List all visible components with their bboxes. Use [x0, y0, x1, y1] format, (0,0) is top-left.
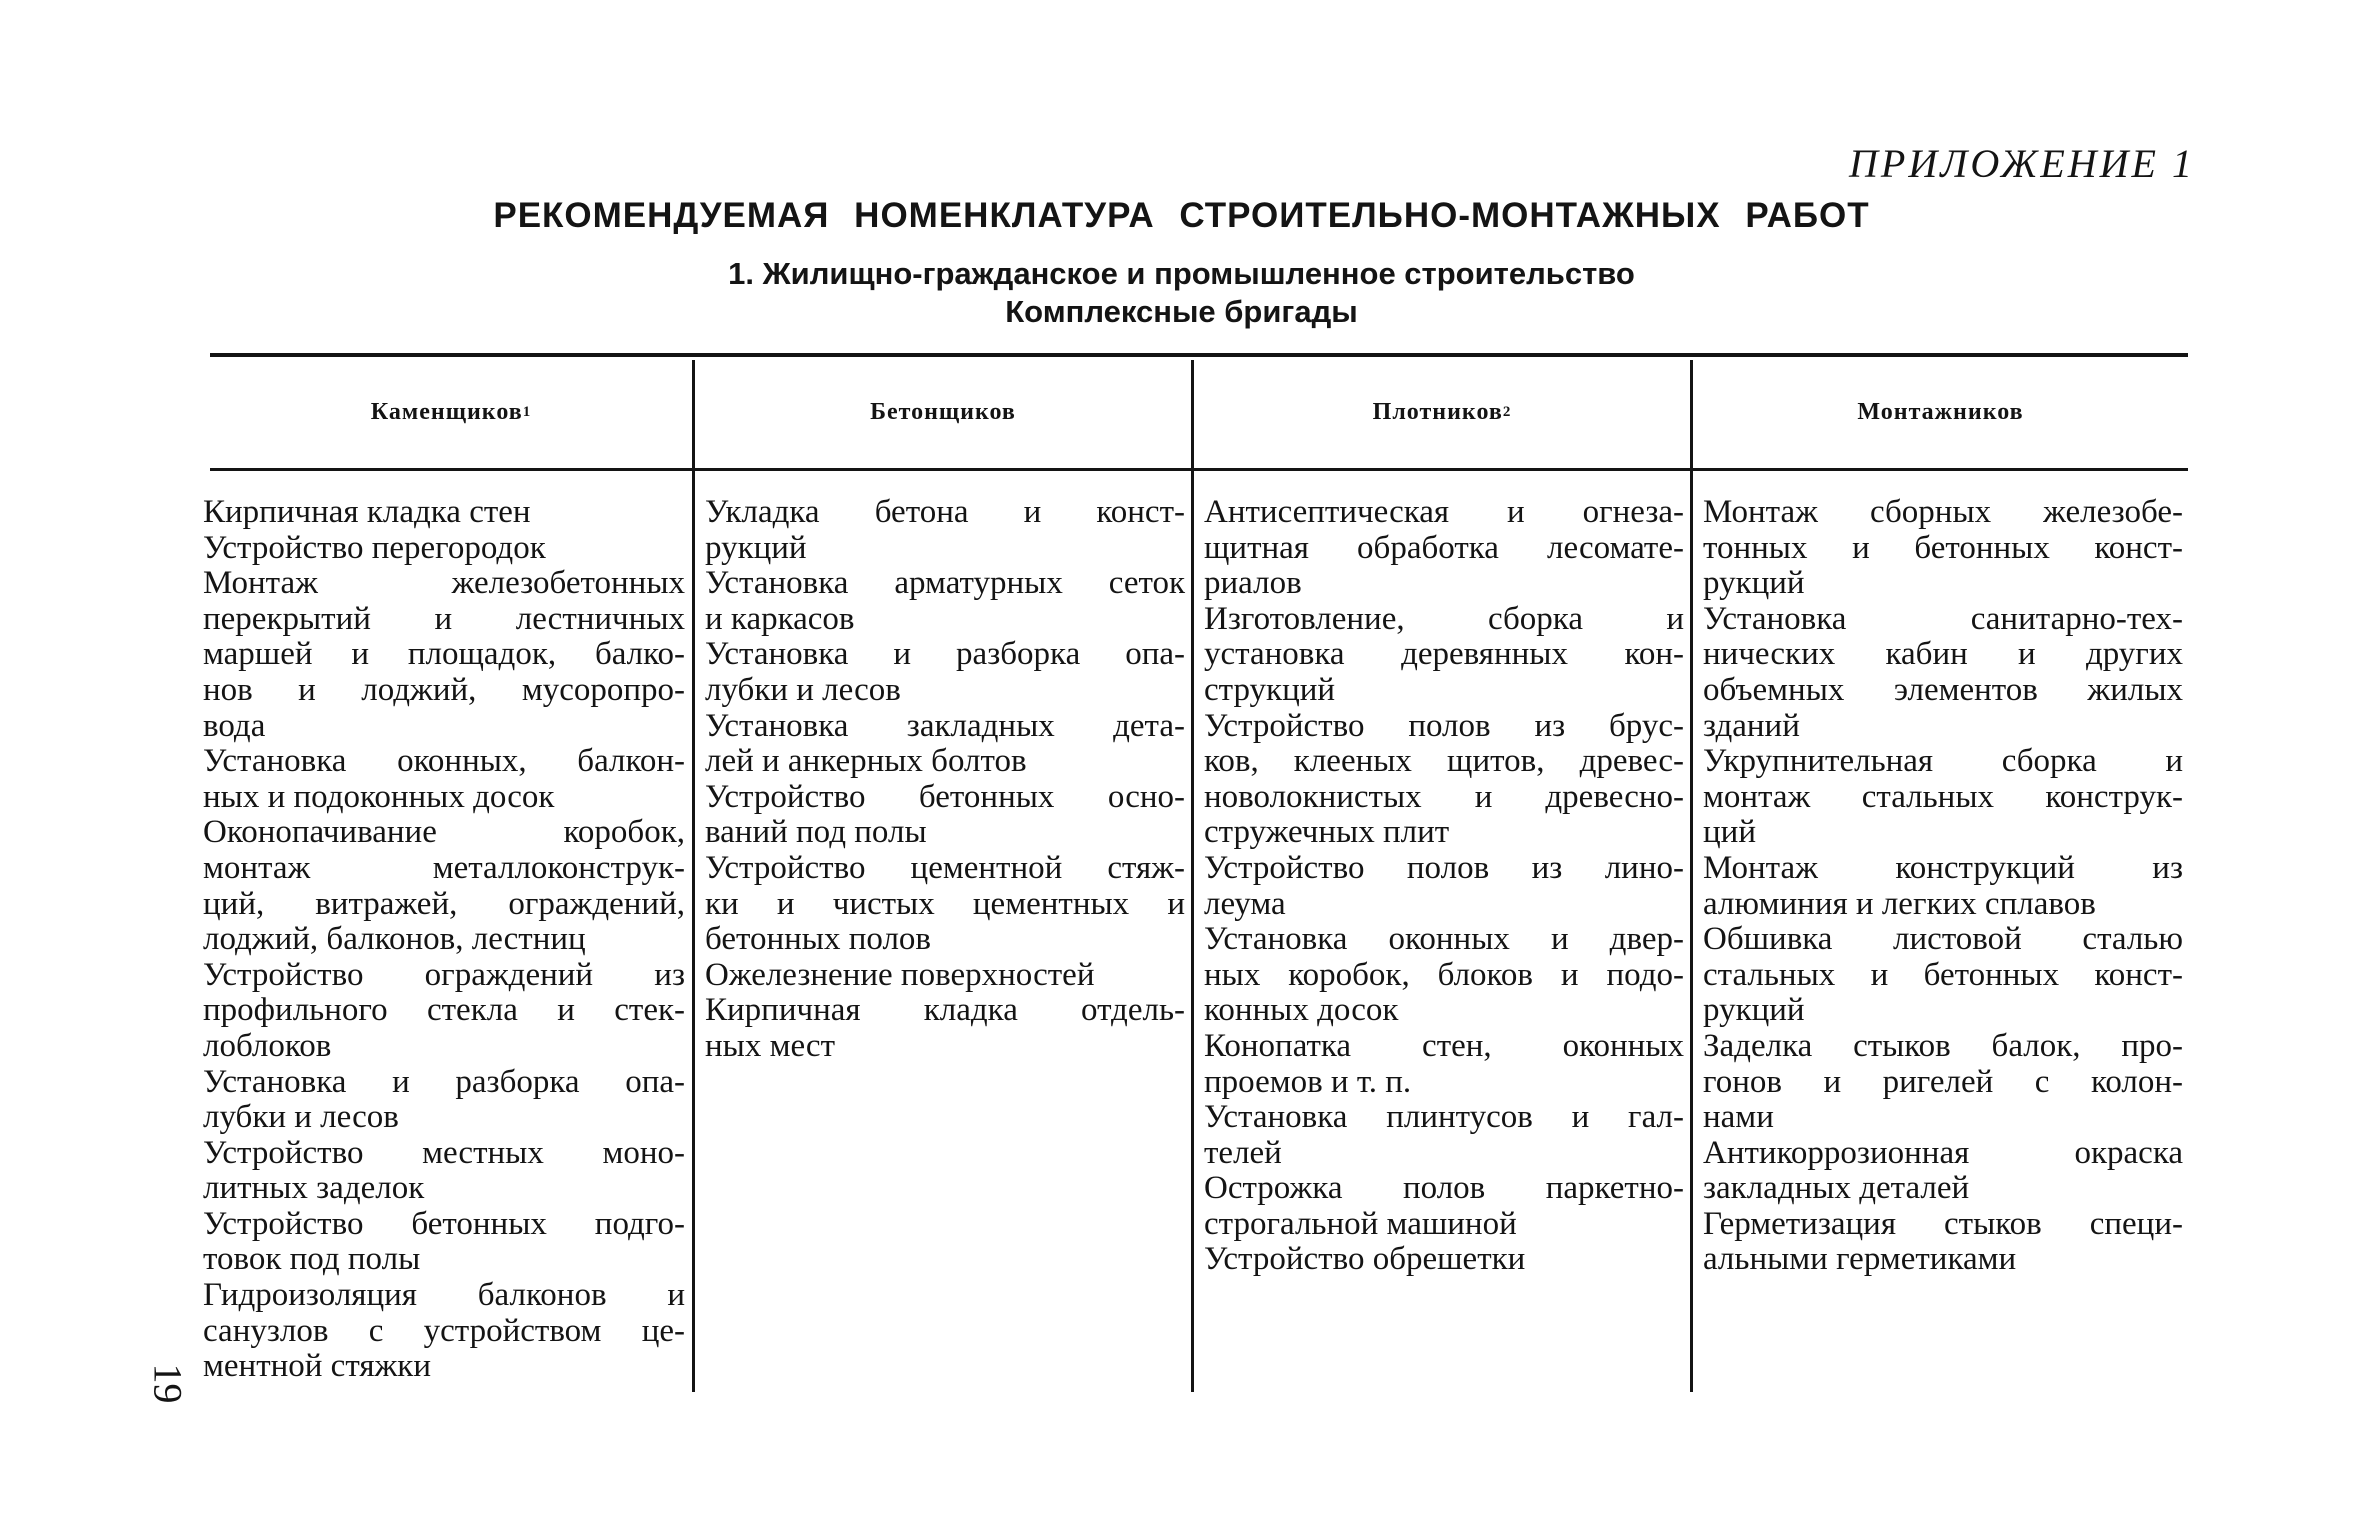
- section-subtitle: 1. Жилищно-гражданское и промышленное строительство: [728, 256, 1635, 291]
- list-item: ций: [1703, 814, 1756, 851]
- list-item: лоджий, балконов, лестниц: [203, 921, 586, 958]
- column-divider: [1690, 360, 1693, 1392]
- list-item: Заделка стыков балок, про-: [1703, 1027, 2183, 1064]
- list-item: ваний под полы: [705, 814, 927, 851]
- list-item: проемов и т. п.: [1204, 1063, 1412, 1100]
- table-header-rule: [210, 468, 2188, 471]
- list-item: Конопатка стен, оконных: [1204, 1027, 1684, 1064]
- list-item: зданий: [1703, 707, 1800, 744]
- list-item: конных досок: [1204, 992, 1399, 1029]
- list-item: монтаж металлоконструк-: [203, 849, 685, 886]
- list-item: щитная обработка лесомате-: [1204, 529, 1684, 566]
- list-item: рукций: [1703, 565, 1805, 602]
- list-item: Укладка бетона и конст-: [705, 494, 1185, 530]
- list-item: вода: [203, 707, 266, 744]
- header-label: Каменщиков: [370, 398, 523, 425]
- column-header-carpenters: [1194, 360, 1690, 464]
- list-item: Установка и разборка опа-: [203, 1063, 685, 1100]
- brigades-subtitle: Комплексные бригады: [1005, 294, 1358, 329]
- list-item: нических кабин и других: [1703, 636, 2183, 673]
- list-item: ных мест: [705, 1027, 836, 1064]
- page-number: 19: [145, 1363, 191, 1404]
- list-item: Устройство местных моно-: [203, 1134, 685, 1171]
- list-item: струкций: [1204, 671, 1336, 708]
- list-item: санузлов с устройством це-: [203, 1312, 685, 1349]
- list-item: Кирпичная кладка отдель-: [705, 992, 1185, 1029]
- table-top-rule: [210, 353, 2188, 357]
- list-item: ций, витражей, ограждений,: [203, 885, 685, 922]
- list-item: рукций: [1703, 992, 1805, 1029]
- list-item: ки и чистых цементных и: [705, 885, 1185, 922]
- appendix-label: ПРИЛОЖЕНИЕ 1: [1849, 141, 2195, 186]
- list-item: лей и анкерных болтов: [705, 743, 1027, 780]
- list-item: Установка плинтусов и гал-: [1204, 1099, 1684, 1136]
- list-item: Устройство обрешетки: [1204, 1241, 1526, 1278]
- list-item: Монтаж конструкций из: [1703, 849, 2183, 886]
- list-item: литных заделок: [203, 1170, 425, 1207]
- list-item: Устройство бетонных подго-: [203, 1205, 685, 1242]
- list-item: Изготовление, сборка и: [1204, 600, 1684, 637]
- list-item: Укрупнительная сборка и: [1703, 743, 2183, 780]
- list-item: телей: [1204, 1134, 1282, 1171]
- list-item: Антикоррозионная окраска: [1703, 1134, 2183, 1171]
- page-title: РЕКОМЕНДУЕМАЯ НОМЕНКЛАТУРА СТРОИТЕЛЬНО-МОНТАЖНЫХ РАБОТ: [493, 196, 1870, 235]
- list-item: профильного стекла и стек-: [203, 992, 685, 1029]
- list-item: лубки и лесов: [203, 1099, 399, 1136]
- header-label: Монтажников: [1857, 398, 2024, 425]
- list-item: Обшивка листовой сталью: [1703, 921, 2183, 958]
- list-item: ных и подоконных досок: [203, 778, 555, 815]
- list-item: рукций: [705, 529, 807, 566]
- list-item: Монтаж сборных железобе-: [1703, 494, 2183, 530]
- list-item: Установка оконных, балкон-: [203, 743, 685, 780]
- header-label: Плотников: [1372, 398, 1503, 425]
- list-item: Оконопачивание коробок,: [203, 814, 685, 851]
- list-item: тонных и бетонных конст-: [1703, 529, 2183, 566]
- list-item: Установка закладных дета-: [705, 707, 1185, 744]
- column-divider: [1191, 360, 1194, 1392]
- list-item: и каркасов: [705, 600, 855, 637]
- list-item: Устройство полов из брус-: [1204, 707, 1684, 744]
- list-item: строгальной машиной: [1204, 1205, 1517, 1242]
- list-item: альными герметиками: [1703, 1241, 2017, 1278]
- list-item: товок под полы: [203, 1241, 421, 1278]
- list-item: установка деревянных кон-: [1204, 636, 1684, 673]
- footnote-mark: 1: [522, 403, 532, 420]
- list-item: монтаж стальных конструк-: [1703, 778, 2183, 815]
- list-item: Устройство бетонных осно-: [705, 778, 1185, 815]
- list-item: Монтаж железобетонных: [203, 565, 685, 602]
- column-header-concrete: [695, 360, 1191, 464]
- column-body-masons: [203, 495, 685, 1385]
- list-item: ков, клееных щитов, древес-: [1204, 743, 1684, 780]
- list-item: Кирпичная кладка стен: [203, 494, 531, 530]
- list-item: Установка оконных и двер-: [1204, 921, 1684, 958]
- list-item: Устройство ограждений из: [203, 956, 685, 993]
- list-item: объемных элементов жилых: [1703, 671, 2183, 708]
- list-item: Установка и разборка опа-: [705, 636, 1185, 673]
- header-label: Бетонщиков: [870, 398, 1016, 425]
- list-item: закладных деталей: [1703, 1170, 1970, 1207]
- list-item: нов и лоджий, мусоропро-: [203, 671, 685, 708]
- column-body-erectors: [1703, 495, 2183, 1278]
- list-item: бетонных полов: [705, 921, 932, 958]
- list-item: Установка арматурных сеток: [705, 565, 1185, 602]
- list-item: риалов: [1204, 565, 1302, 602]
- list-item: Устройство полов из лино-: [1204, 849, 1684, 886]
- list-item: Гидроизоляция балконов и: [203, 1277, 685, 1314]
- list-item: стружечных плит: [1204, 814, 1450, 851]
- list-item: ментной стяжки: [203, 1348, 431, 1385]
- list-item: Герметизация стыков специ-: [1703, 1205, 2183, 1242]
- column-header-masons: [210, 360, 692, 464]
- list-item: новолокнистых и древесно-: [1204, 778, 1684, 815]
- column-header-erectors: [1693, 360, 2188, 464]
- list-item: леума: [1204, 885, 1286, 922]
- list-item: лоблоков: [203, 1027, 332, 1064]
- column-divider: [692, 360, 695, 1392]
- footnote-mark: 2: [1502, 403, 1512, 420]
- list-item: ных коробок, блоков и подо-: [1204, 956, 1684, 993]
- list-item: гонов и ригелей с колон-: [1703, 1063, 2183, 1100]
- column-body-concrete: [705, 495, 1185, 1065]
- list-item: Антисептическая и огнеза-: [1204, 494, 1684, 530]
- list-item: алюминия и легких сплавов: [1703, 885, 2096, 922]
- list-item: маршей и площадок, балко-: [203, 636, 685, 673]
- list-item: лубки и лесов: [705, 671, 901, 708]
- list-item: Острожка полов паркетно-: [1204, 1170, 1684, 1207]
- column-body-carpenters: [1204, 495, 1684, 1278]
- list-item: перекрытий и лестничных: [203, 600, 685, 637]
- list-item: Устройство цементной стяж-: [705, 849, 1185, 886]
- list-item: Установка санитарно-тех-: [1703, 600, 2183, 637]
- list-item: стальных и бетонных конст-: [1703, 956, 2183, 993]
- list-item: Ожелезнение поверхностей: [705, 956, 1095, 993]
- list-item: Устройство перегородок: [203, 529, 546, 566]
- list-item: нами: [1703, 1099, 1774, 1136]
